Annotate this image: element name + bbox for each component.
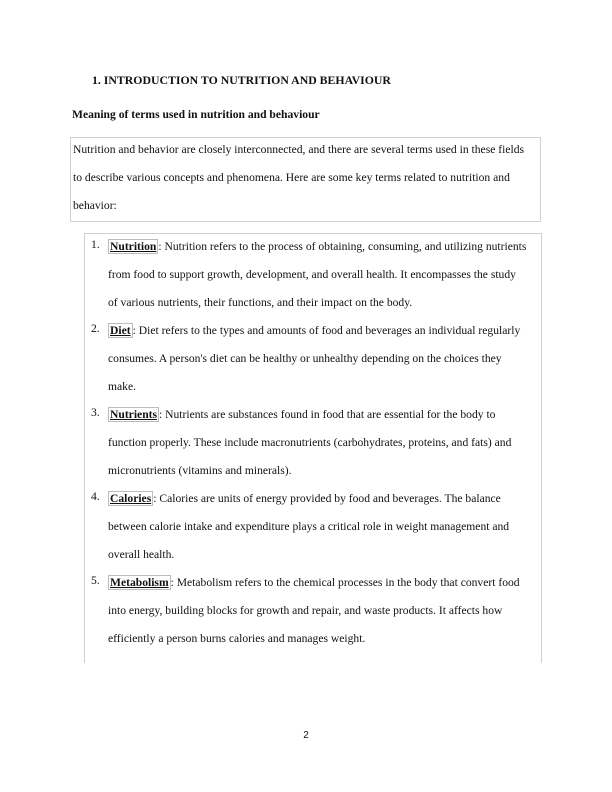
item-line (85, 490, 541, 518)
list-item (85, 406, 541, 490)
item-number: 5. (91, 574, 100, 587)
list-item (85, 322, 541, 406)
item-line: micronutrients (vitamins and minerals). (108, 464, 292, 477)
term-label: Nutrition (110, 240, 157, 253)
term-definition: : Metabolism refers to the chemical processes in the body that convert food (170, 576, 520, 589)
item-line: overall health. (108, 548, 175, 561)
term-definition: : Calories are units of energy provided by food and beverages. The balance (153, 492, 501, 505)
item-number: 1. (91, 238, 100, 251)
page-number: 2 (303, 730, 309, 741)
list-item (85, 574, 541, 658)
item-line: consumes. A person's diet can be healthy or unhealthy depending on the choices they (108, 352, 502, 365)
item-line: make. (108, 380, 137, 393)
term-definition: : Nutrition refers to the process of obtaining, consuming, and utilizing nutrients (158, 240, 527, 253)
intro-line: Nutrition and behavior are closely interconnected, and there are several terms used in these fields (73, 143, 525, 156)
subheading: Meaning of terms used in nutrition and behaviour (72, 108, 320, 121)
term-label: Diet (110, 324, 131, 337)
term-definition: : Nutrients are substances found in food that are essential for the body to (159, 408, 496, 421)
terms-list (84, 233, 542, 663)
item-line: of various nutrients, their functions, and their impact on the body. (108, 296, 413, 309)
item-line: between calorie intake and expenditure plays a critical role in weight management and (108, 520, 510, 533)
intro-line: to describe various concepts and phenomena. Here are some key terms related to nutrition and (73, 171, 510, 184)
item-line: from food to support growth, development, and overall health. It encompasses the study (108, 268, 516, 281)
item-line (85, 238, 541, 266)
item-line (85, 574, 541, 602)
item-line: function properly. These include macronutrients (carbohydrates, proteins, and fats) and (108, 436, 512, 449)
item-line: efficiently a person burns calories and manages weight. (108, 632, 366, 645)
term-label: Calories (110, 492, 152, 505)
intro-paragraph (70, 137, 541, 222)
term-label: Nutrients (110, 408, 158, 421)
item-line (85, 322, 541, 350)
item-line: into energy, building blocks for growth and repair, and waste products. It affects how (108, 604, 503, 617)
item-number: 2. (91, 322, 100, 335)
item-line (85, 406, 541, 434)
item-number: 4. (91, 490, 100, 503)
section-heading: 1. INTRODUCTION TO NUTRITION AND BEHAVIOUR (92, 73, 391, 87)
intro-line: behavior: (73, 199, 117, 212)
list-item (85, 238, 541, 322)
term-definition: : Diet refers to the types and amounts of food and beverages an individual regularly (132, 324, 521, 337)
item-number: 3. (91, 406, 100, 419)
list-item (85, 490, 541, 574)
term-label: Metabolism (110, 576, 169, 589)
